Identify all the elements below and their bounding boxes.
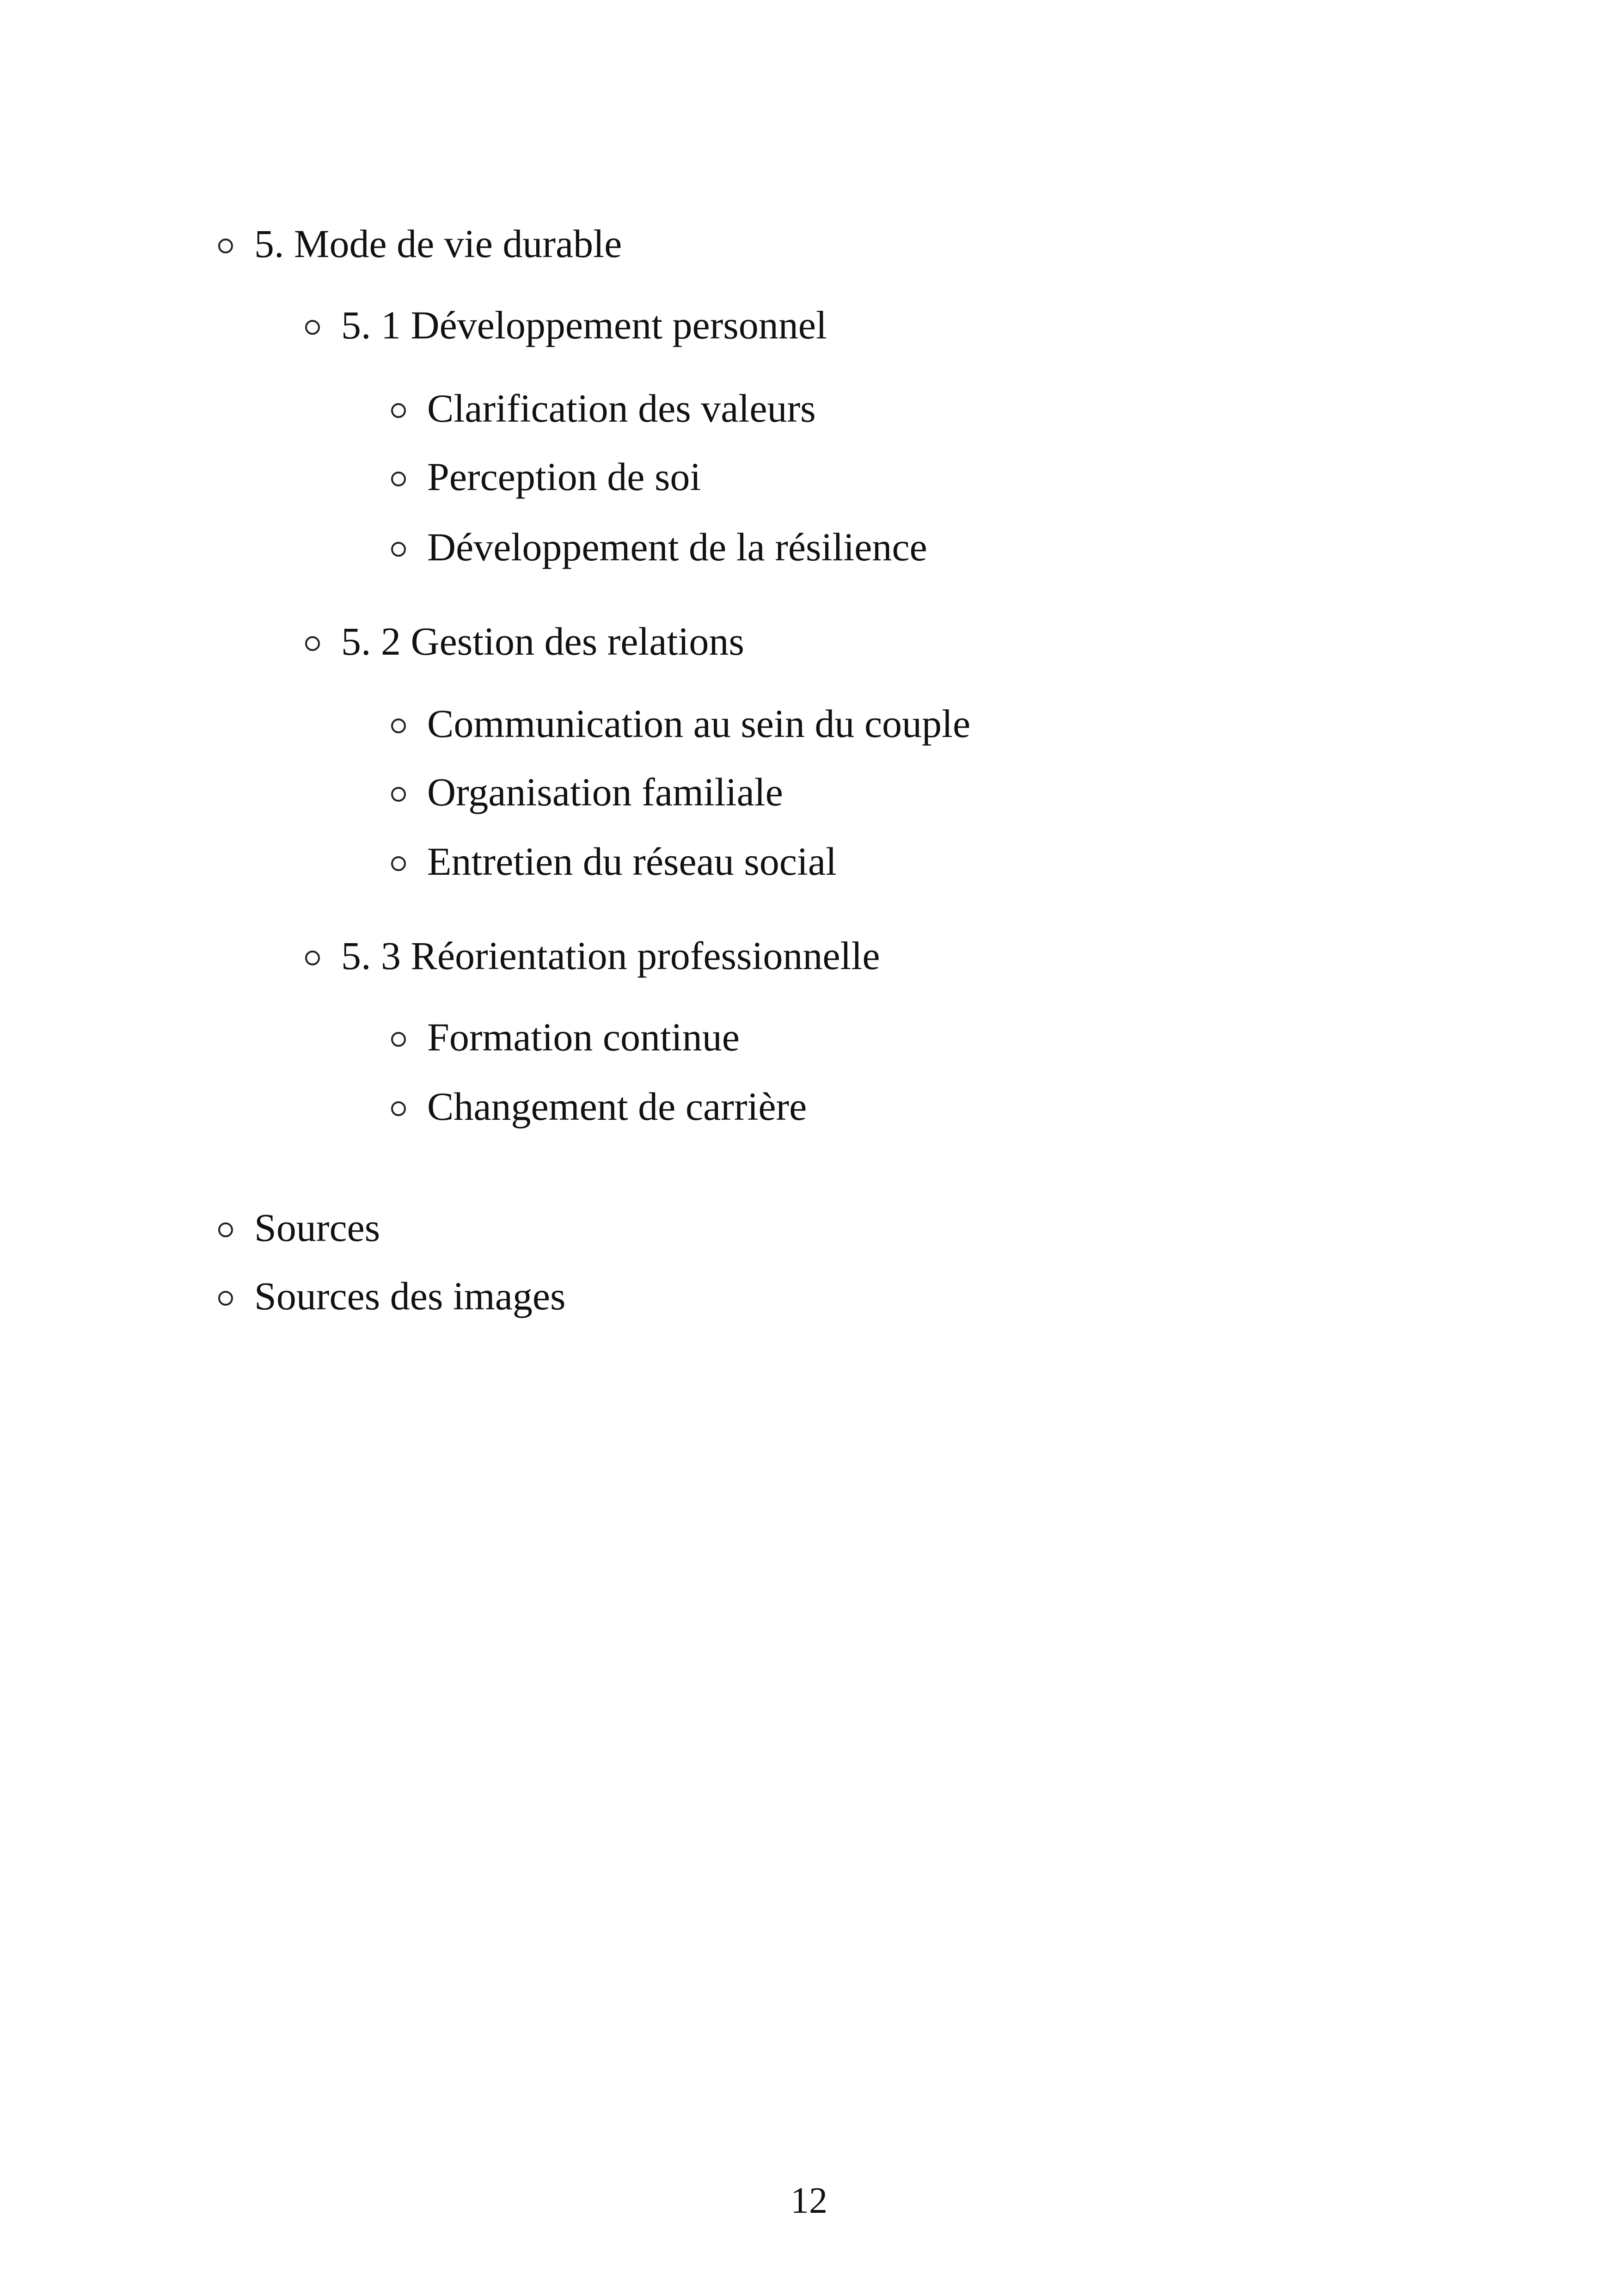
toc-entry-perception-soi[interactable] <box>391 454 701 499</box>
toc-label[interactable]: 5. 1 Développement personnel <box>341 303 827 347</box>
toc-label[interactable]: Organisation familiale <box>427 770 783 814</box>
circle-bullet-icon <box>218 1291 233 1306</box>
toc-entry-developpement-resilience[interactable] <box>391 527 927 567</box>
circle-bullet-icon <box>391 1101 406 1116</box>
toc-entry-formation-continue[interactable] <box>391 1017 740 1057</box>
toc-label[interactable]: Perception de soi <box>427 454 701 499</box>
circle-bullet-icon <box>391 542 406 557</box>
toc-entry-organisation-familiale[interactable] <box>391 772 783 812</box>
toc-label[interactable]: 5. 3 Réorientation professionnelle <box>341 933 880 978</box>
circle-bullet-icon <box>391 472 406 486</box>
circle-bullet-icon <box>305 636 320 651</box>
circle-bullet-icon <box>391 718 406 733</box>
toc-label[interactable]: Développement de la résilience <box>427 525 927 569</box>
circle-bullet-icon <box>305 951 320 965</box>
toc-entry-section-5-1[interactable] <box>305 305 827 345</box>
page-number: 12 <box>791 2180 827 2221</box>
toc-label[interactable]: Sources <box>254 1205 380 1250</box>
toc-entry-sources[interactable] <box>218 1205 380 1250</box>
circle-bullet-icon <box>305 320 320 335</box>
toc-label[interactable]: 5. Mode de vie durable <box>254 221 622 266</box>
toc-label[interactable]: Clarification des valeurs <box>427 386 816 430</box>
circle-bullet-icon <box>391 1032 406 1047</box>
toc-label[interactable]: Communication au sein du couple <box>427 701 971 746</box>
toc-label[interactable]: Formation continue <box>427 1015 740 1059</box>
circle-bullet-icon <box>218 1222 233 1237</box>
toc-entry-changement-carriere[interactable] <box>391 1084 807 1129</box>
toc-entry-reseau-social[interactable] <box>391 839 837 884</box>
circle-bullet-icon <box>391 856 406 871</box>
toc-entry-section-5-2[interactable] <box>305 621 744 661</box>
toc-label[interactable]: 5. 2 Gestion des relations <box>341 619 744 663</box>
toc-entry-sources-images[interactable] <box>218 1276 566 1316</box>
toc-label[interactable]: Changement de carrière <box>427 1084 807 1129</box>
circle-bullet-icon <box>391 787 406 802</box>
circle-bullet-icon <box>391 403 406 418</box>
toc-entry-communication-couple[interactable] <box>391 701 971 746</box>
toc-entry-section-5-3[interactable] <box>305 933 880 978</box>
toc-label[interactable]: Sources des images <box>254 1274 566 1318</box>
toc-label[interactable]: Entretien du réseau social <box>427 839 837 884</box>
toc-entry-section-5[interactable] <box>218 221 622 266</box>
toc-entry-clarification-valeurs[interactable] <box>391 388 816 428</box>
circle-bullet-icon <box>218 239 233 253</box>
